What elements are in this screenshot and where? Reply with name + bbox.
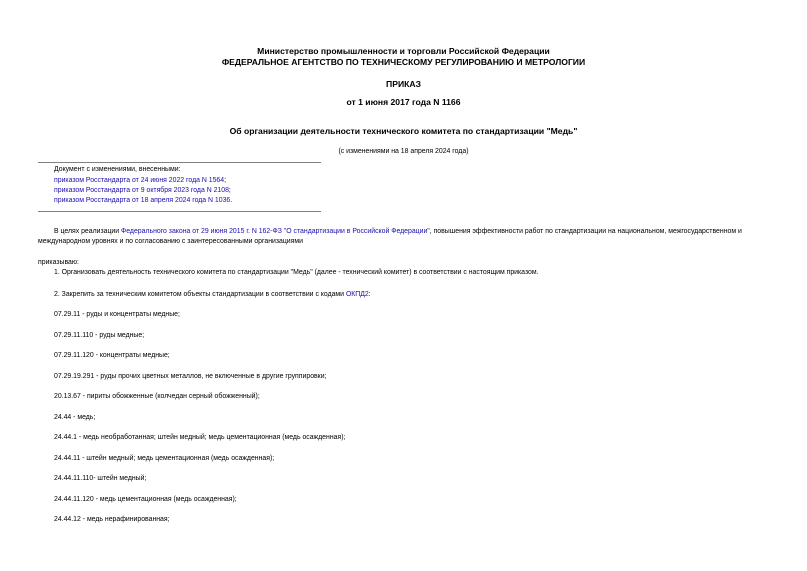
code-item: 24.44 - медь; — [54, 414, 96, 421]
code-item: 20.13.67 - пириты обожженные (колчедан серный обожженный); — [54, 393, 260, 400]
preamble: В целях реализации Федерального закона от 29 июня 2015 г. N 162-ФЗ "О стандартизации в Российской Федерации", повышения эффективности работ по стандартизации на национальном, межгосударственном и международном уровнях и по согласованию с заинтересованными организациями — [38, 228, 742, 245]
document-date: от 1 июня 2017 года N 1166 — [346, 97, 461, 107]
code-item: 07.29.11 - руды и концентраты медные; — [54, 311, 180, 318]
code-item: 07.29.11.120 - концентраты медные; — [54, 352, 170, 359]
change-item: приказом Росстандарта от 24 июня 2022 года N 1564; — [54, 177, 226, 184]
change-item: приказом Росстандарта от 18 апреля 2024 года N 1036. — [54, 197, 233, 204]
okpd2-link[interactable]: ОКПД2 — [345, 291, 369, 298]
change-link-2[interactable]: приказом Росстандарта от 9 октября 2023 года N 2108 — [54, 187, 229, 194]
order-word: приказываю: — [38, 259, 79, 266]
law-link[interactable]: Федерального закона от 29 июня 2015 г. N 162-ФЗ "О стандартизации в Российской Федерации" — [121, 228, 430, 235]
order-item-2: 2. Закрепить за техническим комитетом объекты стандартизации в соответствии с кодами ОКПД2: — [54, 291, 371, 298]
code-item: 24.44.12 - медь нерафинированная; — [54, 516, 170, 523]
code-item: 07.29.19.291 - руды прочих цветных металлов, не включенные в другие группировки; — [54, 373, 327, 380]
changes-intro: Документ с изменениями, внесенными: — [54, 166, 181, 173]
revision-note: (с изменениями на 18 апреля 2024 года) — [338, 148, 469, 155]
code-item: 24.44.11 - штейн медный; медь цементационная (медь осажденная); — [54, 455, 275, 462]
document-title: Об организации деятельности технического комитета по стандартизации "Медь" — [229, 126, 578, 136]
code-item: 24.44.11.110- штейн медный; — [54, 475, 147, 482]
code-item: 24.44.11.120 - медь цементационная (медь осажденная); — [54, 496, 237, 503]
change-link-1[interactable]: приказом Росстандарта от 24 июня 2022 года N 1564 — [54, 177, 225, 184]
document-type: ПРИКАЗ — [386, 79, 421, 89]
change-link-3[interactable]: приказом Росстандарта от 18 апреля 2024 года N 1036 — [54, 197, 231, 204]
changes-top-rule — [38, 162, 321, 163]
agency-name: ФЕДЕРАЛЬНОЕ АГЕНТСТВО ПО ТЕХНИЧЕСКОМУ РЕГУЛИРОВАНИЮ И МЕТРОЛОГИИ — [221, 57, 586, 67]
changes-bottom-rule — [38, 211, 321, 212]
order-item-1: 1. Организовать деятельность технического комитета по стандартизации "Медь" (далее - технический комитет) в соответствии с настоящим приказом. — [54, 269, 539, 276]
change-item: приказом Росстандарта от 9 октября 2023 года N 2108; — [54, 187, 231, 194]
code-item: 24.44.1 - медь необработанная; штейн медный; медь цементационная (медь осажденная); — [54, 434, 346, 441]
ministry-name: Министерство промышленности и торговли Российской Федерации — [257, 46, 550, 56]
code-item: 07.29.11.110 - руды медные; — [54, 332, 145, 339]
